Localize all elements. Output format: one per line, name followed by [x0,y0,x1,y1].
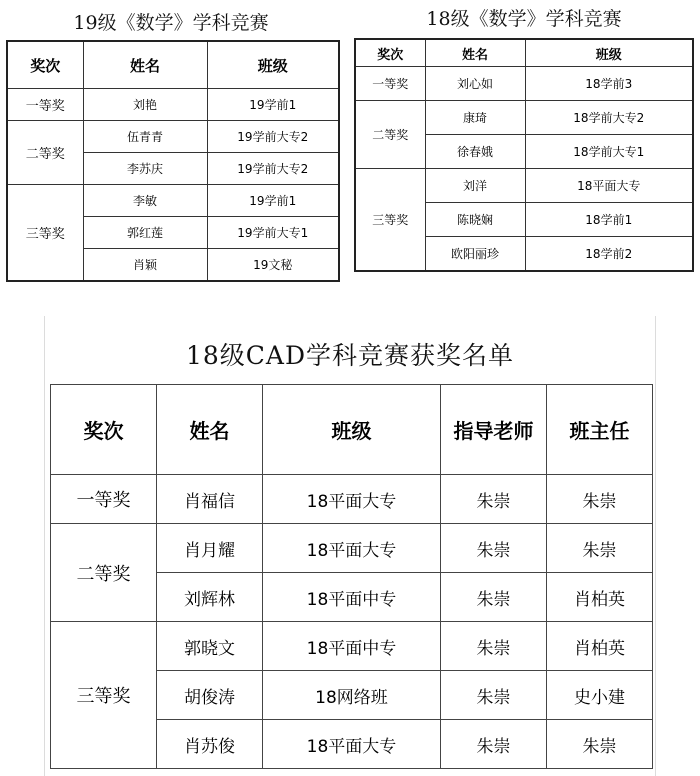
cad-title: 18级CAD学科竞赛获奖名单 [185,341,515,370]
header-class: 班级 [525,39,693,67]
class-name: 19学前大专2 [207,153,339,185]
class-name: 18学前3 [525,67,693,101]
class-name: 18平面大专 [525,169,693,203]
award-second: 二等奖 [51,524,157,622]
class-name: 18平面大专 [263,720,441,769]
student-name: 李苏庆 [83,153,207,185]
teacher-name: 朱崇 [441,720,547,769]
table-row [51,475,653,524]
header-name: 姓名 [425,39,525,67]
student-name: 欧阳丽珍 [425,237,525,272]
header-row [51,385,653,475]
header-row [7,41,339,89]
header-row [355,39,693,67]
header-teacher: 指导老师 [441,385,547,475]
math-18-table [354,38,694,272]
header-name: 姓名 [157,385,263,475]
student-name: 徐春娥 [425,135,525,169]
frame-line-right [655,316,656,776]
math-18-panel [348,0,700,288]
class-name: 18学前1 [525,203,693,237]
student-name: 肖颖 [83,249,207,282]
cad-table [50,384,653,769]
table-row [7,121,339,153]
student-name: 刘艳 [83,89,207,121]
student-name: 郭晓文 [157,622,263,671]
student-name: 康琦 [425,101,525,135]
class-name: 19学前1 [207,89,339,121]
class-name: 18学前大专2 [525,101,693,135]
math-19-title: 19级《数学》学科竞赛 [73,12,269,34]
award-first: 一等奖 [355,67,425,101]
head-teacher-name: 朱崇 [547,475,653,524]
student-name: 刘心如 [425,67,525,101]
student-name: 肖福信 [157,475,263,524]
award-third: 三等奖 [355,169,425,272]
table-row [355,169,693,203]
class-name: 18网络班 [263,671,441,720]
teacher-name: 朱崇 [441,622,547,671]
head-teacher-name: 肖柏英 [547,622,653,671]
student-name: 胡俊涛 [157,671,263,720]
class-name: 19学前1 [207,185,339,217]
teacher-name: 朱崇 [441,573,547,622]
student-name: 肖苏俊 [157,720,263,769]
header-class: 班级 [207,41,339,89]
award-second: 二等奖 [355,101,425,169]
class-name: 19文秘 [207,249,339,282]
table-row [7,185,339,217]
header-award: 奖次 [7,41,83,89]
award-first: 一等奖 [7,89,83,121]
student-name: 李敏 [83,185,207,217]
student-name: 郭红莲 [83,217,207,249]
math-18-title: 18级《数学》学科竞赛 [426,8,622,30]
award-first: 一等奖 [51,475,157,524]
frame-line-left [44,316,45,776]
teacher-name: 朱崇 [441,524,547,573]
math-19-panel [0,0,342,288]
header-award: 奖次 [355,39,425,67]
table-row [51,524,653,573]
head-teacher-name: 史小建 [547,671,653,720]
teacher-name: 朱崇 [441,671,547,720]
head-teacher-name: 肖柏英 [547,573,653,622]
head-teacher-name: 朱崇 [547,524,653,573]
award-third: 三等奖 [51,622,157,769]
class-name: 18平面中专 [263,622,441,671]
class-name: 18平面大专 [263,475,441,524]
header-class: 班级 [263,385,441,475]
class-name: 18平面中专 [263,573,441,622]
student-name: 肖月耀 [157,524,263,573]
table-row [51,622,653,671]
teacher-name: 朱崇 [441,475,547,524]
class-name: 19学前大专1 [207,217,339,249]
head-teacher-name: 朱崇 [547,720,653,769]
table-row [355,101,693,135]
student-name: 刘洋 [425,169,525,203]
class-name: 19学前大专2 [207,121,339,153]
math-19-table [6,40,340,282]
student-name: 刘辉林 [157,573,263,622]
class-name: 18学前2 [525,237,693,272]
student-name: 陈晓娴 [425,203,525,237]
cad-panel [44,316,656,776]
class-name: 18学前大专1 [525,135,693,169]
header-award: 奖次 [51,385,157,475]
table-row [355,67,693,101]
award-second: 二等奖 [7,121,83,185]
header-head-teacher: 班主任 [547,385,653,475]
table-row [7,89,339,121]
student-name: 伍青青 [83,121,207,153]
class-name: 18平面大专 [263,524,441,573]
award-third: 三等奖 [7,185,83,282]
header-name: 姓名 [83,41,207,89]
